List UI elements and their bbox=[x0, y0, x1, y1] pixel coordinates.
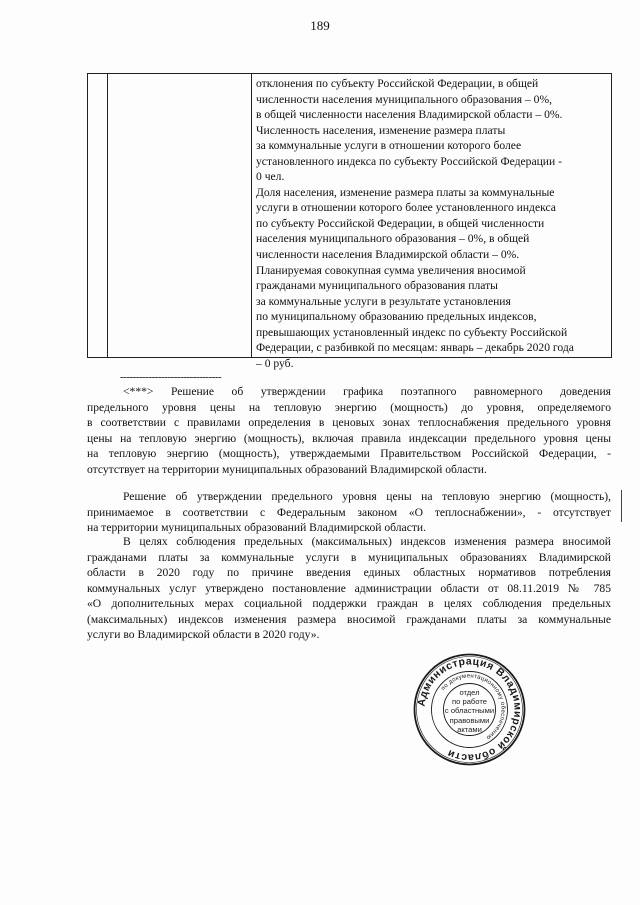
margin-mark bbox=[621, 490, 622, 522]
stamp-center-line: с областными bbox=[444, 706, 495, 716]
stamp-center-line: правовыми bbox=[449, 715, 490, 725]
cell-line: Численность населения, изменение размера платы bbox=[256, 123, 506, 137]
body-paragraph bbox=[87, 489, 611, 536]
cell-line: за коммунальные услуги в отношении которого более bbox=[256, 139, 522, 153]
cell-line: Доля населения, изменение размера платы за коммунальные bbox=[256, 185, 555, 199]
cell-line: установленного индекса по субъекту Российской Федерации - bbox=[256, 154, 562, 168]
cell-line: в общей численности населения Владимирской области – 0%. bbox=[256, 108, 563, 122]
cell-line: численности населения муниципального образования – 0%, bbox=[256, 92, 553, 106]
cell-line: 0 чел. bbox=[256, 170, 285, 184]
stamp-center-line: актами bbox=[457, 724, 482, 734]
table-column-divider bbox=[107, 74, 108, 357]
paragraph-line: отсутствует на территории муниципальных образований Владимирской области. bbox=[87, 462, 487, 476]
body-paragraph bbox=[87, 534, 611, 643]
paragraph-line: Решение об утверждении предельного уровня цены на тепловую энергию (мощность), bbox=[123, 490, 611, 503]
footnote-paragraph bbox=[87, 384, 611, 477]
cell-line: услуги в отношении которого более установленного индекса bbox=[256, 201, 556, 215]
paragraph-line: в соответствии с правилами определения в ценовых зонах теплоснабжения предельного уровня bbox=[87, 416, 611, 429]
official-stamp bbox=[413, 653, 526, 766]
paragraph-line: на территории муниципальных образований Владимирской области. bbox=[87, 521, 427, 534]
cell-line: по субъекту Российской Федерации, в общей численности bbox=[256, 216, 545, 230]
stamp-inner-text: по документационному обеспечению bbox=[440, 673, 506, 741]
cell-line: гражданами муниципального образования платы bbox=[256, 279, 498, 293]
paragraph-line: услуги во Владимирской области в 2020 году». bbox=[87, 628, 320, 641]
paragraph-line: области в 2020 году по причине введения единых областных нормативов потребления bbox=[87, 566, 611, 579]
paragraph-line: цены на тепловую энергию (мощность), включая правила индексации предельного уровня цены bbox=[87, 431, 611, 445]
paragraph-line: предельного уровня цены на тепловую энергию (мощность) до уровня, определяемого bbox=[87, 400, 611, 414]
cell-line: по муниципальному образованию предельных индексов, bbox=[256, 310, 537, 324]
paragraph-line: В целях соблюдения предельных (максимальных) индексов изменения размера вносимой bbox=[123, 535, 611, 548]
cell-line: населения муниципального образования – 0%, в общей bbox=[256, 232, 530, 246]
stamp-outer-text: Администрация Владимирской области bbox=[415, 655, 524, 764]
page-number: 189 bbox=[310, 18, 330, 33]
paragraph-line: (максимальных) индексов изменения размера вносимой гражданами платы за коммунальные bbox=[87, 612, 611, 626]
data-table bbox=[87, 73, 612, 370]
cell-line: Планируемая совокупная сумма увеличения вносимой bbox=[256, 263, 526, 277]
footnote-divider: -------------------------------- bbox=[120, 371, 222, 383]
cell-line: – 0 руб. bbox=[256, 356, 294, 370]
paragraph-line: на тепловую энергию (мощность), утверждаемыми Правительством Российской Федерации, - bbox=[87, 447, 611, 460]
cell-line: отклонения по субъекту Российской Федерации, в общей bbox=[256, 77, 539, 90]
stamp-center-line: отдел bbox=[459, 688, 480, 697]
table-cell-text bbox=[256, 76, 608, 371]
cell-line: Федерации, с разбивкой по месяцам: январь – декабрь 2020 года bbox=[256, 341, 574, 355]
cell-line: численности населения Владимирской области – 0%. bbox=[256, 248, 520, 262]
stamp-center-line: по работе bbox=[452, 697, 487, 707]
stamp-center-text bbox=[413, 688, 526, 734]
cell-line: превышающих установленный индекс по субъекту Российской bbox=[256, 325, 568, 339]
paragraph-line: гражданами платы за коммунальные услуги в муниципальных образованиях Владимирской bbox=[87, 550, 611, 564]
table-column-divider bbox=[251, 74, 252, 357]
paragraph-line: принимаемое в соответствии с Федеральным законом «О теплоснабжении», - отсутствует bbox=[87, 505, 611, 519]
cell-line: за коммунальные услуги в результате установления bbox=[256, 294, 511, 308]
paragraph-line: «О дополнительных мерах социальной поддержки граждан в целях соблюдения предельных bbox=[87, 597, 611, 610]
paragraph-line: коммунальных услуг утверждено постановление администрации области от 08.11.2019 № 785 bbox=[87, 581, 611, 595]
paragraph-line: <***> Решение об утверждении графика поэтапного равномерного доведения bbox=[123, 385, 611, 398]
